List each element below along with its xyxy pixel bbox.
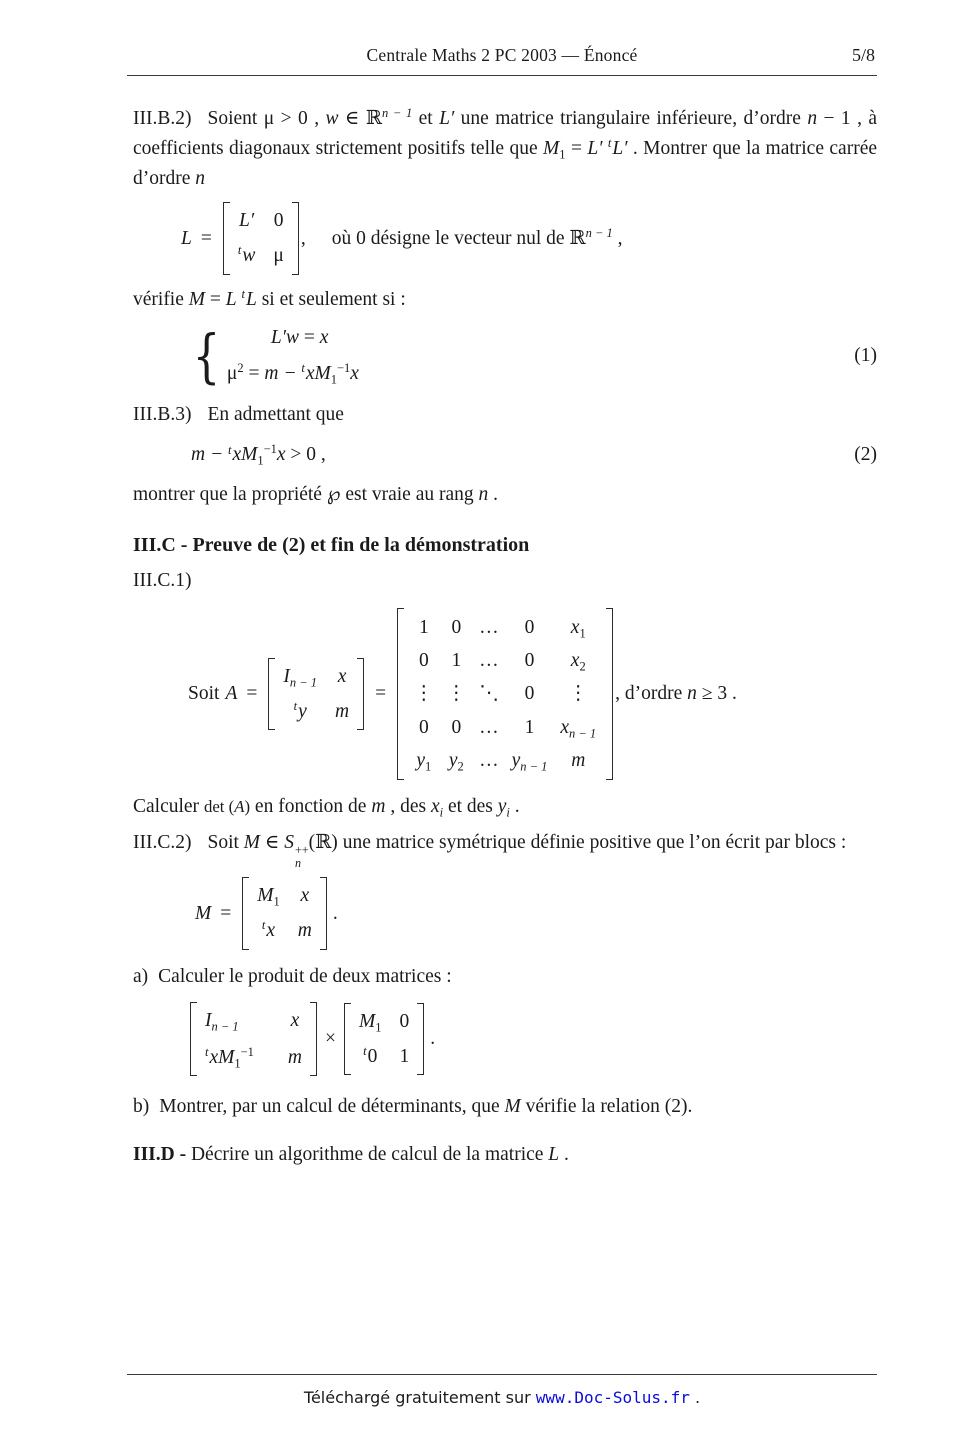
math-token: L	[548, 1144, 560, 1166]
subscript: 1	[425, 759, 432, 774]
subscript: n	[294, 856, 302, 871]
math-token: w	[242, 245, 256, 267]
matrix-cell: x	[300, 884, 310, 906]
math-token: det (	[203, 797, 235, 817]
math-token: L	[225, 288, 237, 310]
matrix-cell	[359, 1009, 381, 1034]
text-run: est vraie au rang	[340, 483, 479, 505]
equation-system-1	[188, 321, 877, 390]
matrix-A-expanded	[397, 608, 613, 781]
transpose-sup: t	[607, 136, 612, 151]
bracket-right	[417, 1003, 424, 1076]
math-token: M	[314, 363, 331, 385]
matrix-cell: μ	[273, 245, 284, 267]
transpose-sup: t	[241, 286, 245, 301]
equation-line	[227, 325, 359, 350]
bracket-right	[310, 1002, 317, 1077]
matrix-cell	[283, 664, 317, 689]
det-function	[204, 797, 250, 816]
subscript: n − 1	[569, 726, 597, 741]
transpose-sup: t	[228, 442, 232, 457]
matrix-cell: 1	[418, 616, 429, 638]
equation-def-L	[181, 202, 877, 275]
page-number: 5/8	[851, 45, 875, 65]
equals-sign: =	[220, 902, 232, 924]
math-token: n	[478, 483, 489, 505]
math-token: n	[687, 683, 697, 705]
section-label: III.D -	[133, 1144, 187, 1166]
subscript: n − 1	[520, 759, 548, 774]
equation-number: (1)	[854, 344, 877, 366]
superscript: −1	[263, 442, 277, 457]
matrix-grid	[351, 1003, 417, 1076]
equals-sign: =	[375, 683, 387, 705]
matrix-cell: x	[290, 1009, 300, 1031]
text-run: − 1 , à coefficients diagonaux strictement positifs telle que	[133, 108, 878, 159]
matrix-cell	[363, 1044, 377, 1069]
math-token: M	[257, 884, 274, 906]
subscript: 1	[234, 1056, 241, 1071]
sup-sub-stack	[295, 844, 309, 871]
punctuation: ,	[300, 227, 306, 249]
system-brace: {	[192, 321, 221, 390]
bracket-left	[242, 877, 249, 950]
matrix-cell: 0	[524, 683, 535, 705]
question-iii-b3	[133, 400, 877, 430]
math-token: x	[570, 650, 580, 672]
matrix-cell	[262, 918, 275, 943]
math-token: =	[299, 326, 320, 348]
bracket-left	[223, 202, 230, 275]
text-run: une matrice symétrique définie positive que l’on écrit par blocs :	[337, 832, 847, 854]
math-token: x	[560, 716, 570, 738]
matrix-cell	[416, 748, 431, 773]
matrix-left-factor	[190, 1002, 317, 1077]
math-token: ≥ 3 .	[696, 683, 737, 705]
equation-product	[188, 1002, 877, 1077]
equals-sign: =	[200, 227, 212, 249]
system-lines	[227, 325, 359, 387]
subscript: 1	[273, 894, 280, 909]
question-iii-b2	[133, 104, 877, 194]
matrix-grid	[275, 658, 357, 731]
transpose-sup: t	[237, 243, 242, 258]
text-run: Décrire un algorithme de calcul de la matrice	[186, 1144, 549, 1166]
math-token: y	[298, 701, 307, 723]
math-token: M	[543, 138, 560, 159]
matrix-cell	[449, 748, 464, 773]
subscript: n − 1	[211, 1018, 239, 1033]
subscript: 2	[579, 659, 586, 674]
matrix-cell	[238, 243, 255, 268]
matrix-L	[223, 202, 299, 275]
text-run: Soit	[207, 832, 244, 854]
section-iii-d	[133, 1140, 877, 1170]
punctuation: .	[430, 1028, 436, 1050]
matrix-cell: m	[287, 1046, 302, 1068]
math-token: > 0 ,	[285, 444, 326, 466]
math-token: M	[195, 902, 212, 924]
subscript: i	[506, 805, 510, 820]
punctuation: ,	[612, 227, 623, 249]
math-token: y	[416, 750, 426, 772]
text-run: vérifie	[133, 288, 189, 310]
bracket-left	[190, 1002, 197, 1077]
footer-text: Téléchargé gratuitement sur	[303, 1388, 536, 1407]
line-calculer-det	[133, 792, 877, 822]
bracket-right	[292, 202, 299, 275]
matrix-cell: 0	[418, 650, 429, 672]
matrix-cell	[571, 615, 586, 640]
text-run: et	[412, 108, 440, 129]
math-token: L′	[612, 138, 628, 159]
item-a	[133, 962, 877, 992]
matrix-grid	[230, 202, 292, 275]
math-token: A	[234, 797, 245, 817]
matrix-cell	[571, 648, 586, 673]
matrix-cell: 1	[399, 1045, 410, 1067]
superscript: n − 1	[585, 225, 613, 240]
text-run: Soit	[188, 683, 220, 705]
math-token: μ	[226, 363, 238, 385]
subscript: 1	[330, 372, 337, 387]
text-run	[332, 226, 623, 251]
math-token: M	[188, 288, 206, 310]
line-propriete	[133, 480, 877, 510]
math-token: x	[319, 326, 329, 348]
math-token: M	[504, 1096, 521, 1118]
transpose-sup: t	[261, 918, 266, 933]
math-token: M	[241, 444, 258, 466]
matrix-grid	[249, 877, 320, 950]
text-run: . Montrer que la matrice carrée d’ordre	[133, 138, 877, 189]
math-token: )	[244, 797, 251, 817]
text-run: , des	[385, 796, 431, 818]
matrix-cell	[205, 1045, 254, 1070]
math-token: =	[243, 363, 265, 385]
math-token: x	[430, 796, 440, 818]
matrix-cell: …	[479, 750, 499, 772]
subscript: 1	[257, 453, 264, 468]
matrix-cell: m	[334, 701, 350, 723]
bracket-right	[320, 877, 327, 950]
math-token: =	[205, 288, 226, 310]
text-run: , d’ordre	[615, 683, 688, 705]
math-token: m −	[191, 444, 228, 466]
equation-def-A	[188, 608, 877, 781]
math-token: x	[305, 363, 315, 385]
matrix-cell: 0	[273, 210, 284, 231]
matrix-cell: 0	[451, 616, 462, 638]
math-token: M	[243, 832, 261, 854]
punctuation: .	[332, 902, 338, 924]
equation-def-M	[195, 877, 877, 950]
item-label: a)	[133, 965, 149, 987]
script-p-symbol: ℘	[326, 483, 341, 505]
text-run: En admettant que	[207, 404, 344, 426]
matrix-cell	[205, 1008, 239, 1033]
math-token: x	[232, 444, 242, 466]
punctuation: .	[559, 1144, 569, 1166]
punctuation: .	[488, 483, 499, 505]
matrix-A-blocks	[268, 658, 364, 731]
matrix-grid	[197, 1002, 310, 1077]
math-token: m −	[264, 363, 302, 385]
text-run: Soient	[207, 108, 264, 129]
text-run: Calculer le produit de deux matrices :	[158, 965, 452, 987]
math-token: S	[284, 832, 294, 854]
matrix-cell: …	[479, 716, 499, 738]
question-label: III.B.2)	[133, 108, 192, 129]
math-token: y	[497, 796, 507, 818]
times-sign: ×	[324, 1028, 336, 1050]
math-token: x	[266, 920, 276, 942]
matrix-cell: L′	[239, 210, 255, 231]
math-token: L′w	[270, 326, 300, 348]
matrix-cell: …	[479, 616, 499, 638]
text-run	[615, 681, 737, 706]
question-iii-c1: III.C.1)	[133, 569, 192, 591]
matrix-cell: 0	[524, 650, 535, 672]
subscript: n − 1	[289, 675, 317, 690]
equation-number: (2)	[854, 444, 877, 466]
transpose-sup: t	[301, 361, 305, 376]
superscript: −1	[336, 361, 351, 376]
matrix-cell	[512, 748, 548, 773]
line-verifie	[133, 285, 877, 315]
math-token: y	[511, 750, 521, 772]
question-iii-c2	[133, 828, 877, 871]
text-run: vérifie la relation (2).	[520, 1096, 693, 1118]
equation-line	[191, 442, 326, 467]
math-token: A	[225, 683, 238, 705]
page-footer	[127, 1374, 877, 1407]
subscript: 1	[579, 626, 586, 641]
transpose-sup: t	[205, 1045, 209, 1060]
matrix-cell: m	[571, 750, 586, 772]
bracket-left	[268, 658, 275, 731]
doc-solus-link[interactable]: www.Doc-Solus.fr	[535, 1388, 690, 1407]
matrix-grid	[404, 608, 606, 781]
math-token: n	[807, 108, 818, 129]
math-token: L	[181, 227, 192, 249]
bracket-left	[397, 608, 404, 781]
text-run: Montrer, par un calcul de déterminants, que	[159, 1096, 505, 1118]
math-token: ∈	[260, 832, 285, 854]
math-token: x	[350, 363, 359, 385]
math-token: w	[325, 108, 339, 129]
page-header	[127, 0, 877, 76]
equation-line	[227, 361, 359, 386]
text-run: en fonction de	[250, 796, 372, 818]
text-run: montrer que la propriété	[133, 483, 327, 505]
math-token: =	[565, 138, 588, 159]
math-token: 0	[367, 1045, 378, 1067]
math-token: x	[570, 616, 580, 638]
footer-text: .	[689, 1388, 701, 1407]
matrix-cell: 0	[451, 716, 462, 738]
subscript: 2	[457, 759, 464, 774]
bracket-right	[357, 658, 364, 731]
math-token: L′	[587, 138, 603, 159]
matrix-cell: …	[479, 650, 499, 672]
question-label: III.C.2)	[133, 832, 192, 854]
item-b	[133, 1092, 877, 1122]
equation-2	[191, 442, 877, 467]
matrix-cell	[560, 715, 596, 740]
subscript: 1	[559, 147, 566, 162]
transpose-sup: t	[363, 1044, 367, 1059]
bracket-left	[344, 1003, 351, 1076]
matrix-cell: 1	[451, 650, 462, 672]
math-token: μ > 0 ,	[263, 108, 326, 129]
matrix-cell	[294, 699, 307, 724]
text-run: où 0 désigne le vecteur nul de ℝ	[331, 227, 586, 249]
equals-sign: =	[246, 683, 258, 705]
punctuation: .	[509, 796, 520, 818]
math-token: ∈ ℝ	[338, 108, 382, 129]
math-token: L′	[439, 108, 455, 129]
superscript: 2	[237, 361, 244, 376]
item-label: b)	[133, 1096, 150, 1118]
matrix-cell: 0	[418, 716, 429, 738]
superscript: n − 1	[382, 106, 413, 121]
header-title: Centrale Maths 2 PC 2003 — Énoncé	[366, 45, 638, 65]
text-run: si et seulement si :	[256, 288, 406, 310]
matrix-cell: ⋱	[479, 683, 499, 705]
text-run: une matrice triangulaire inférieure, d’ordre	[454, 108, 808, 129]
math-token: L	[245, 288, 257, 310]
matrix-cell: 1	[524, 716, 535, 738]
math-token: y	[448, 750, 458, 772]
matrix-cell: x	[337, 665, 347, 687]
math-token: n	[195, 168, 206, 189]
matrix-cell: ⋮	[446, 683, 467, 705]
subscript: i	[439, 805, 444, 820]
superscript: ++	[294, 842, 309, 857]
matrix-cell	[257, 883, 279, 908]
matrix-cell: 0	[399, 1010, 410, 1032]
question-label: III.B.3)	[133, 404, 192, 426]
matrix-right-factor	[344, 1003, 424, 1076]
math-token: x	[276, 444, 286, 466]
superscript: −1	[240, 1045, 254, 1060]
math-token: (ℝ)	[308, 832, 338, 854]
text-run: et des	[443, 796, 498, 818]
matrix-cell: 0	[524, 616, 535, 638]
matrix-cell: ⋮	[414, 683, 434, 705]
math-token: m	[371, 796, 386, 818]
subscript: 1	[375, 1019, 382, 1034]
math-token: I	[283, 665, 290, 687]
math-token: I	[205, 1009, 212, 1031]
matrix-cell: m	[297, 920, 312, 942]
math-token: x	[209, 1046, 219, 1068]
bracket-right	[606, 608, 613, 781]
document-body	[133, 75, 877, 1170]
matrix-M	[242, 877, 327, 950]
matrix-cell: ⋮	[568, 683, 588, 705]
transpose-sup: t	[293, 699, 298, 714]
math-token: M	[218, 1046, 235, 1068]
math-token: M	[358, 1010, 376, 1032]
text-run: Calculer	[133, 796, 204, 818]
section-heading-iii-c: III.C - Preuve de (2) et fin de la démonstration	[133, 533, 530, 556]
